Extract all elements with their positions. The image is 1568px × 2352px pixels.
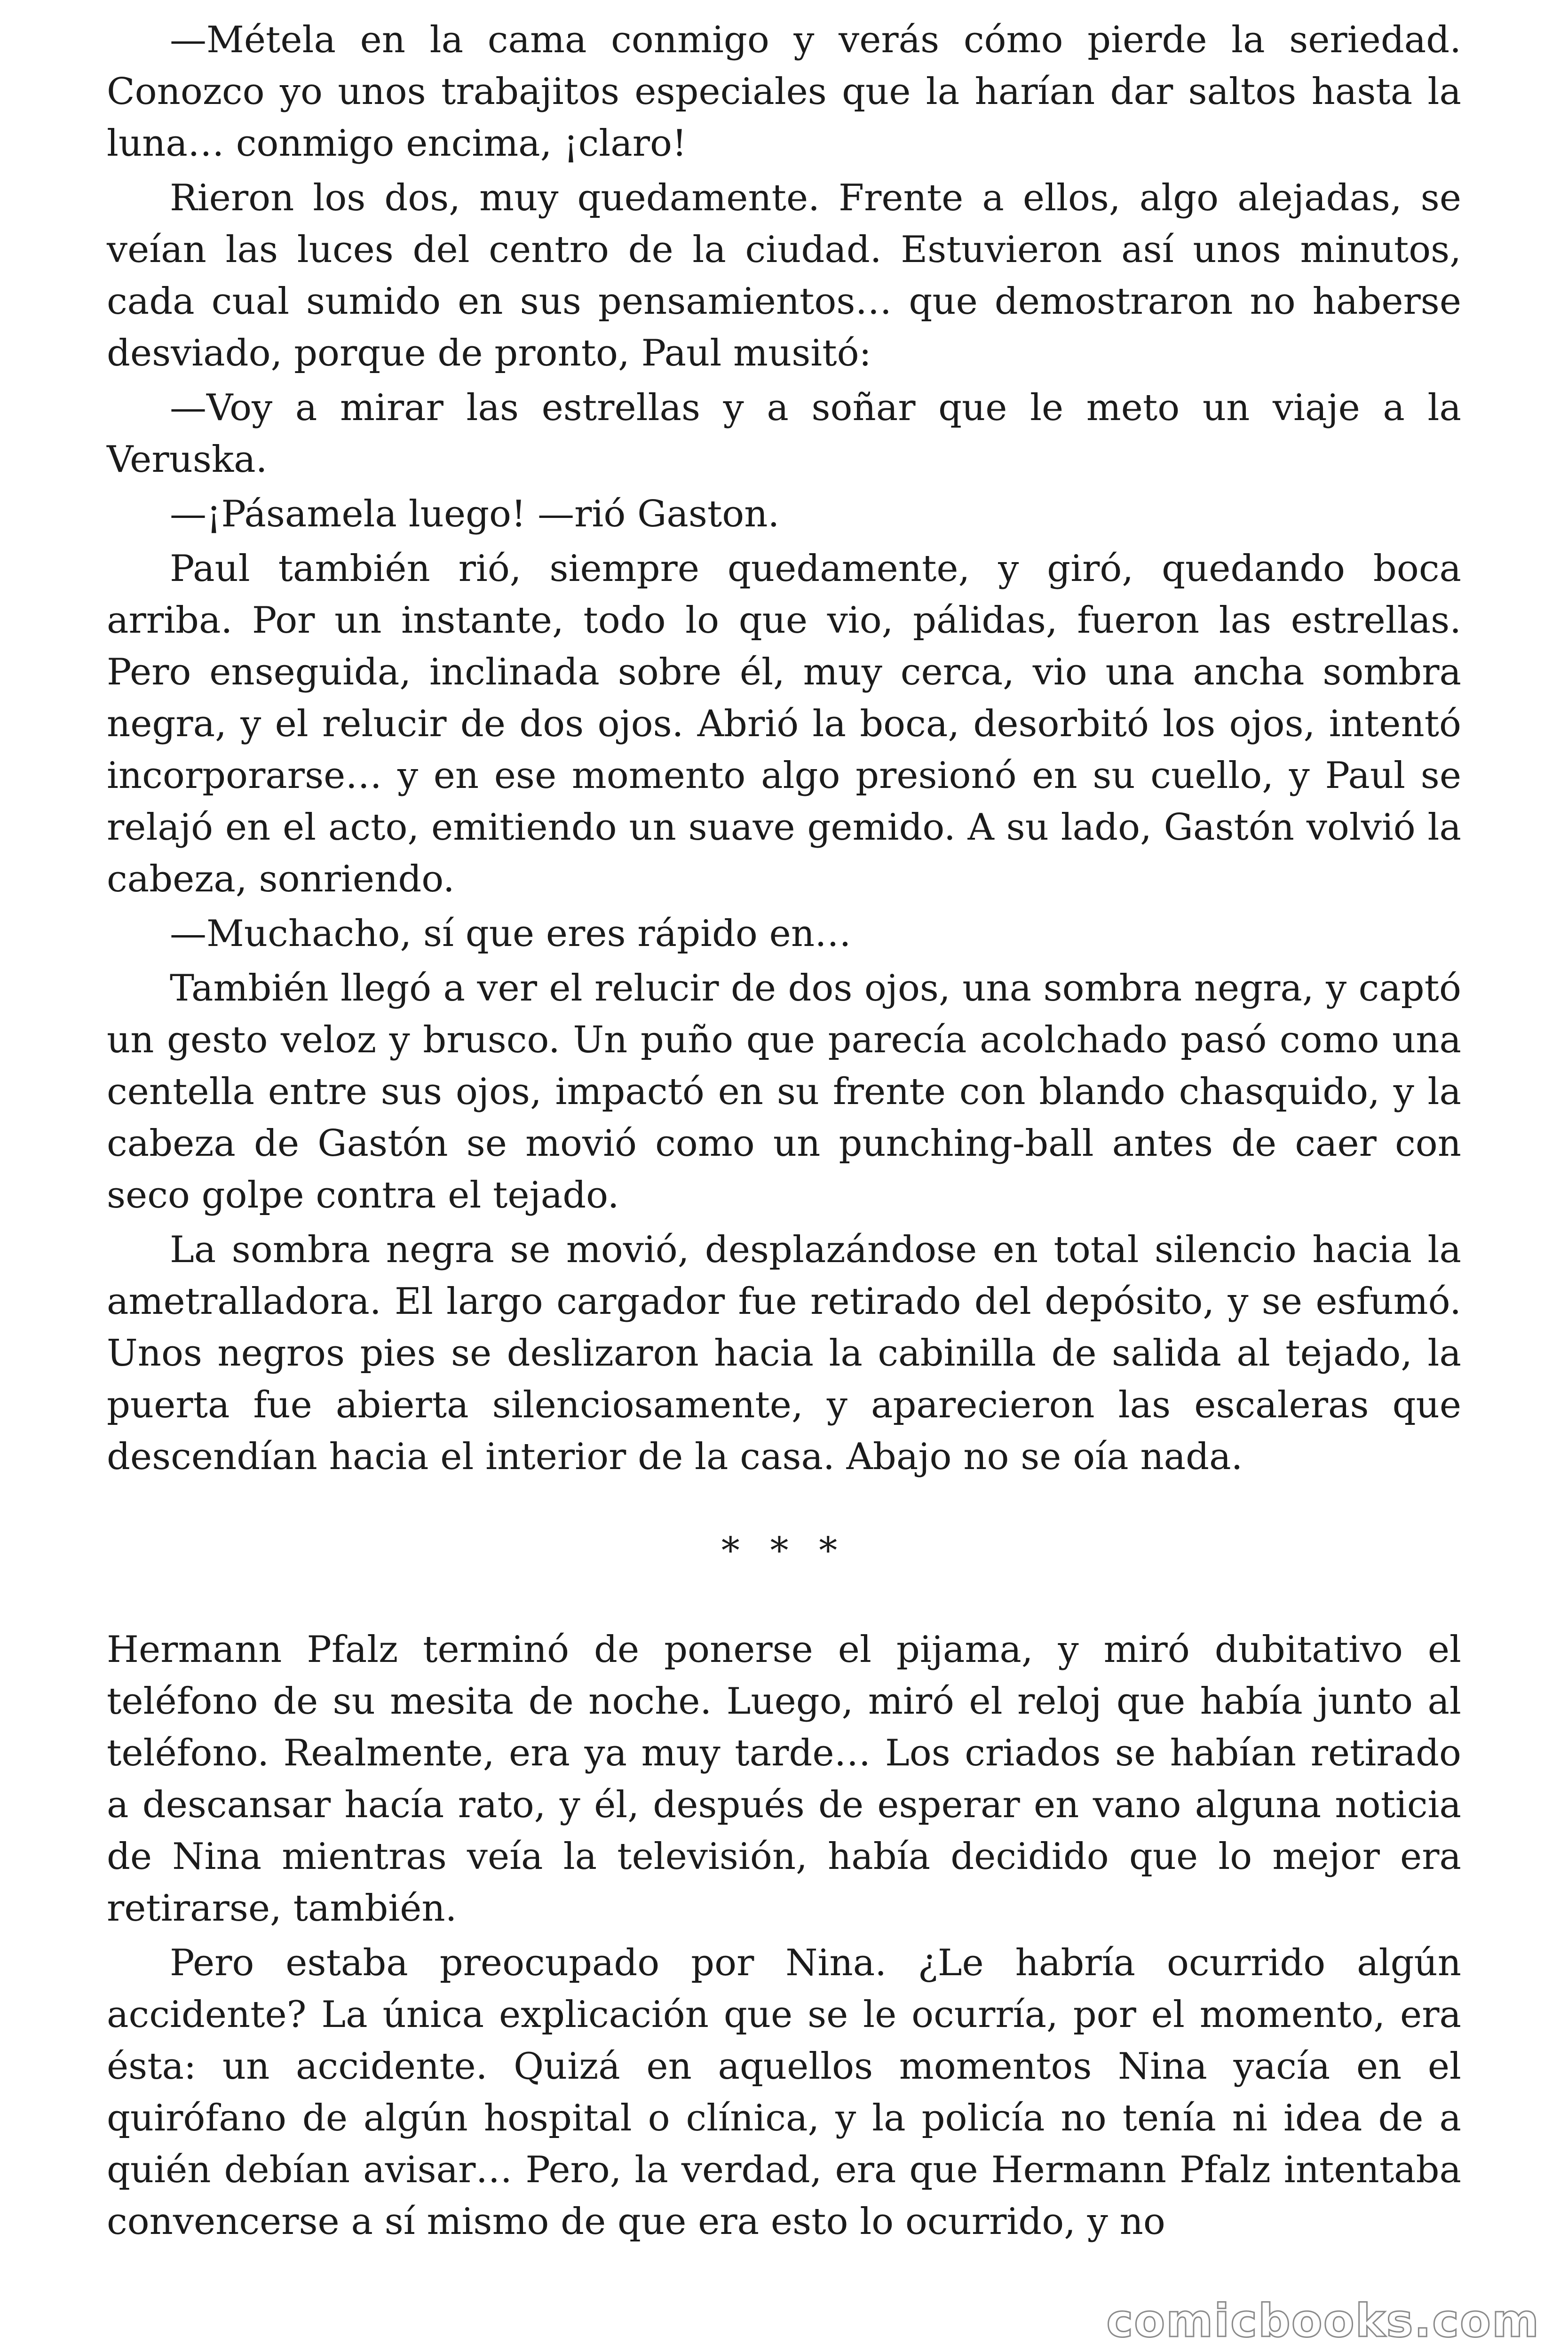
paragraph: La sombra negra se movió, desplazándose en total silencio hacia la ametralladora. El largo cargador fue retirado del depósito, y se esfumó. Unos negros pies se deslizaron hacia la cabinilla de salida al tejado, la puerta fue abierta silenciosamente, y aparecieron las escaleras que descendían hacia el interior de la casa. Abajo no se oía nada. bbox=[107, 1229, 1461, 1478]
paragraph: Hermann Pfalz terminó de ponerse el pijama, y miró dubitativo el teléfono de su mesita de noche. Luego, miró el reloj que había junto al teléfono. Realmente, era ya muy tarde… Los criados se habían retirado a descansar hacía rato, y él, después de esperar en vano alguna noticia de Nina mientras veía la televisión, había decidido que lo mejor era retirarse, también. bbox=[107, 1629, 1461, 1930]
paragraph: Paul también rió, siempre quedamente, y giró, quedando boca arriba. Por un instante, todo lo que vio, pálidas, fueron las estrellas. Pero enseguida, inclinada sobre él, muy cerca, vio una ancha sombra negra, y el relucir de dos ojos. Abrió la boca, desorbitó los ojos, intentó incorporarse… y en ese momento algo presionó en su cuello, y Paul se relajó en el acto, emitiendo un suave gemido. A su lado, Gastón volvió la cabeza, sonriendo. bbox=[107, 548, 1461, 900]
paragraph: —¡Pásamela luego! —rió Gaston. bbox=[170, 493, 780, 535]
paragraph: —Muchacho, sí que eres rápido en… bbox=[170, 913, 852, 955]
paragraph: Pero estaba preocupado por Nina. ¿Le habría ocurrido algún accidente? La única explicación que se le ocurría, por el momento, era ésta: un accidente. Quizá en aquellos momentos Nina yacía en el quirófano de algún hospital o clínica, y la policía no tenía ni idea de a quién debían avisar… Pero, la verdad, era que Hermann Pfalz intentaba convencerse a sí mismo de que era esto lo ocurrido, y no bbox=[107, 1942, 1461, 2243]
paragraph: Rieron los dos, muy quedamente. Frente a ellos, algo alejadas, se veían las luces del centro de la ciudad. Estuvieron así unos minutos, cada cual sumido en sus pensamientos… que demostraron no haberse desviado, porque de pronto, Paul musitó: bbox=[107, 177, 1461, 374]
watermark: comicbooks.com bbox=[1106, 2295, 1540, 2347]
section-separator: * * * bbox=[721, 1530, 847, 1572]
page-text bbox=[107, 14, 1461, 2248]
paragraph: —Métela en la cama conmigo y verás cómo pierde la seriedad. Conozco yo unos trabajitos especiales que la harían dar saltos hasta la luna… conmigo encima, ¡claro! bbox=[107, 19, 1461, 165]
paragraph: También llegó a ver el relucir de dos ojos, una sombra negra, y captó un gesto veloz y brusco. Un puño que parecía acolchado pasó como una centella entre sus ojos, impactó en su frente con blando chasquido, y la cabeza de Gastón se movió como un punching-ball antes de caer con seco golpe contra el tejado. bbox=[107, 967, 1461, 1216]
paragraph: —Voy a mirar las estrellas y a soñar que le meto un viaje a la Veruska. bbox=[107, 387, 1461, 481]
